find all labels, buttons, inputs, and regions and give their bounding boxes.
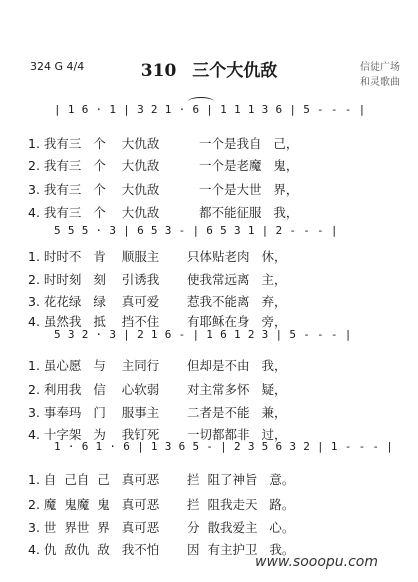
lyric-line: 2. 时时刻 刻 引诱我 使我常远离 主，	[28, 272, 287, 287]
lyric-line: 1. 虽心愿 与 主同行 但却是不由 我，	[28, 358, 287, 373]
notation-line: | 1 6 · 1 | 3 2 1 · 6 | 1 1 1 3 6 | 5 - - - |	[54, 103, 366, 116]
lyric-line: 4. 仇 敌仇 敌 我不怕 因 有主护卫 我。	[28, 542, 295, 557]
lyric-line: 4. 虽然我 抵 挡不住 有耶稣在身 旁，	[28, 314, 287, 329]
lyric-line: 3. 事奉玛 门 服事主 二者是不能 兼，	[28, 405, 287, 420]
song-title	[0, 56, 418, 81]
lyric-line: 2. 利用我 信 心软弱 对主常多怀 疑，	[28, 382, 287, 397]
lyric-line: 4. 我有三 个 大仇敌 都不能征服 我，	[28, 205, 299, 220]
lyric-line: 2. 魔 鬼魔 鬼 真可恶 拦 阻我走天 路。	[28, 497, 295, 512]
lyric-line: 4. 十字架 为 我钉死 一切都都非 过，	[28, 427, 287, 442]
lyric-line: 2. 我有三 个 大仇敌 一个是老魔 鬼，	[28, 158, 299, 173]
watermark-text: www.sooopu.com	[255, 554, 379, 570]
credit-line: 和灵歌曲	[360, 77, 400, 88]
notation-line: 5 3 2 · 3 | 2 1 6 - | 1 6 1 2 3 | 5 - - - |	[54, 328, 352, 341]
song-number: 310	[140, 61, 177, 81]
lyric-line: 1. 自 己自 己 真可恶 拦 阻了神旨 意。	[28, 472, 295, 487]
credit-line: 信徒广场	[360, 62, 400, 73]
song-meta: 324 G 4/4	[30, 60, 85, 73]
lyric-line: 3. 花花绿 绿 真可爱 惹我不能离 弃，	[28, 294, 287, 309]
notation-line: 1 · 6 1 · 6 | 1 3 6 5 - | 2 3 5 6 3 2 | 1 - - - |	[54, 440, 394, 453]
notation-line: 5 5 5 · 3 | 6 5 3 - | 6 5 3 1 | 2 - - - |	[54, 224, 338, 237]
lyric-line: 3. 我有三 个 大仇敌 一个是大世 界，	[28, 182, 299, 197]
song-credits	[360, 60, 400, 90]
lyric-line: 1. 时时不 肯 顺服主 只体贴老肉 休，	[28, 249, 287, 264]
lyric-line: 3. 世 界世 界 真可恶 分 散我爱主 心。	[28, 520, 295, 535]
lyric-line: 1. 我有三 个 大仇敌 一个是我自 己，	[28, 136, 299, 151]
song-name: 三个大仇敌	[192, 61, 278, 81]
